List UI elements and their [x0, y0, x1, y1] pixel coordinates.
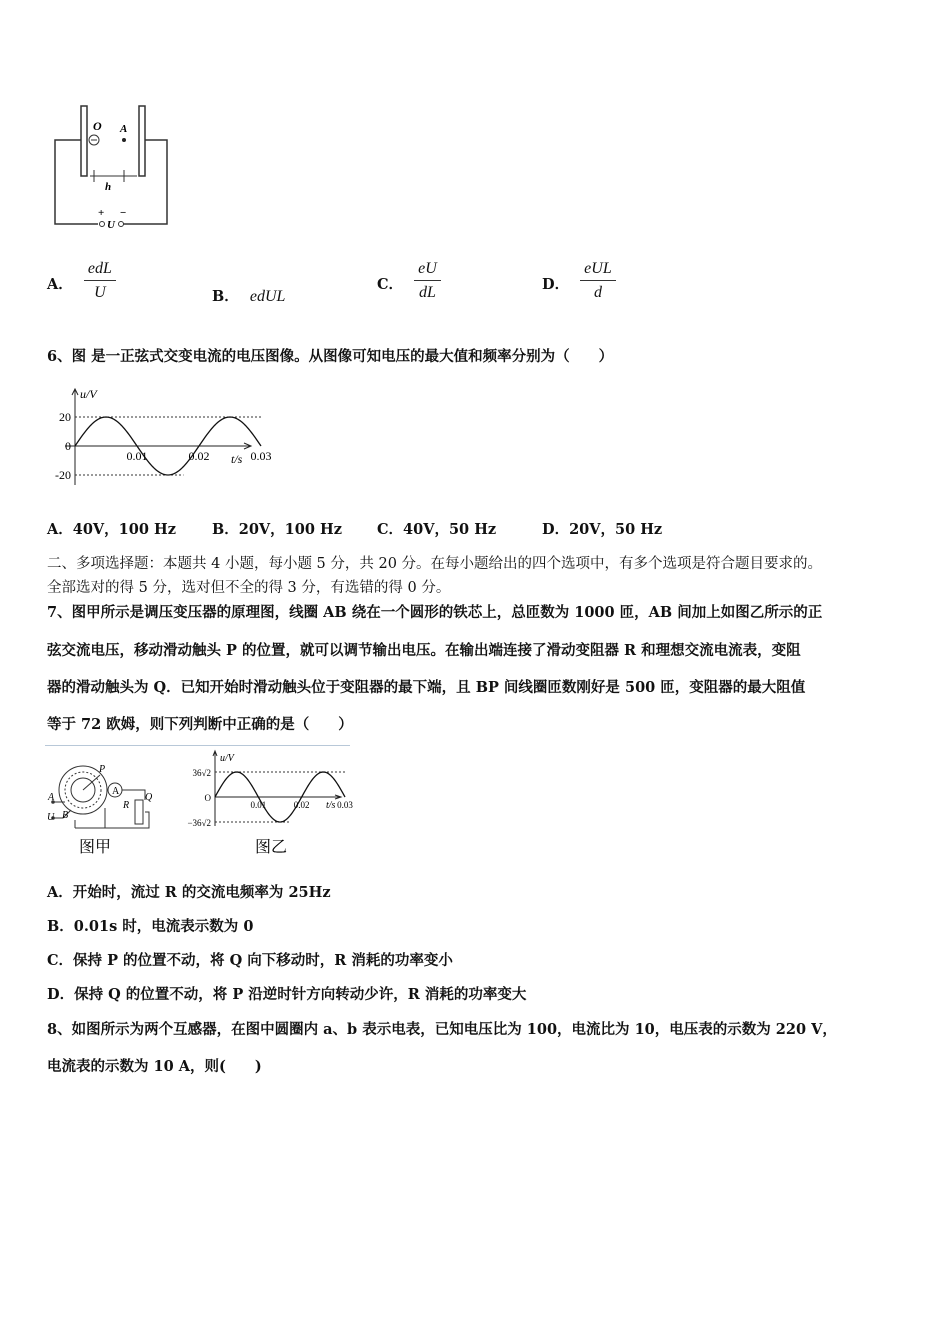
x-tick-label: 0.02 — [293, 800, 310, 810]
y-tick-label: 0 — [65, 439, 71, 453]
fraction-numerator: edL — [84, 260, 116, 281]
ammeter-label: A — [112, 786, 120, 797]
q7-option-d[interactable]: D．保持 Q 的位置不动，将 P 沿逆时针方向转动少许，R 消耗的功率变大 — [47, 986, 527, 1003]
y-tick-label: 36√2 — [192, 768, 211, 778]
fraction-denominator: U — [94, 284, 106, 301]
q6-option-b[interactable]: B．20V，100 Hz — [212, 521, 342, 538]
caption-yi: 图乙 — [255, 839, 288, 856]
label-b: B — [62, 810, 69, 821]
x-tick-label: 0.01 — [126, 449, 148, 463]
x-axis-label: t/s — [231, 452, 243, 466]
q6-option-a[interactable]: A．40V，100 Hz — [47, 521, 176, 538]
caption-jia: 图甲 — [79, 839, 112, 856]
section2-line1: 二、多项选择题：本题共 4 小题，每小题 5 分，共 20 分。在每小题给出的四个选项中，有多个选项是符合题目要求的。 — [47, 556, 823, 572]
q5-option-a[interactable] — [47, 260, 116, 302]
label-u: U — [107, 219, 115, 231]
q7-option-c[interactable]: C．保持 P 的位置不动，将 Q 向下移动时，R 消耗的功率变小 — [47, 952, 453, 969]
x-tick-label: 0.03 — [337, 800, 353, 810]
q7-line2: 弦交流电压，移动滑动触头 P 的位置，就可以调节输出电压。在输出端连接了滑动变阻器 R 和理想交流电流表，变阻 — [47, 642, 801, 659]
q5-option-c[interactable] — [377, 260, 441, 302]
y-axis-label: u/V — [80, 387, 97, 401]
label-a: A — [120, 123, 128, 135]
capacitor-figure — [45, 100, 180, 235]
q7-line3: 器的滑动触头为 Q．已知开始时滑动触头位于变阻器的最下端，且 BP 间线圈匝数刚好是 500 匝，变阻器的最大阻值 — [47, 679, 806, 696]
q8-line2: 电流表的示数为 10 A，则( ) — [47, 1058, 262, 1075]
q6-option-c[interactable]: C．40V，50 Hz — [377, 521, 497, 538]
q7-option-b[interactable]: B．0.01s 时，电流表示数为 0 — [47, 918, 254, 935]
q7-line1: 7、图甲所示是调压变压器的原理图，线圈 AB 绕在一个圆形的铁芯上，总匝数为 1000 匝，AB 间加上如图乙所示的正 — [47, 604, 823, 621]
section2-line2: 全部选对的得 5 分，选对但不全的得 3 分，有选错的得 0 分。 — [47, 580, 451, 596]
fraction-denominator: d — [593, 284, 602, 301]
y-tick-label: O — [204, 793, 211, 803]
q6-option-d[interactable]: D．20V，50 Hz — [542, 521, 663, 538]
y-tick-label: −36√2 — [187, 818, 211, 828]
option-letter: B． — [212, 288, 239, 305]
x-tick-label: 0.01 — [250, 800, 267, 810]
q7-line4: 等于 72 欧姆，则下列判断中正确的是（ ） — [47, 716, 353, 733]
label-p: P — [99, 764, 106, 775]
y-tick-label: -20 — [55, 468, 71, 482]
fraction-denominator: dL — [419, 284, 436, 301]
divider — [45, 745, 350, 746]
x-tick-label: 0.02 — [188, 449, 210, 463]
q5-option-b[interactable] — [212, 285, 285, 306]
q7-fig-jia — [45, 760, 165, 860]
option-letter: C． — [377, 276, 404, 293]
label-r: R — [123, 800, 130, 811]
label-q: Q — [145, 792, 153, 803]
label-minus: − — [120, 207, 127, 219]
q8-line1: 8、如图所示为两个互感器，在图中圆圈内 a、b 表示电表，已知电压比为 100，电流比为 10，电压表的示数为 220 V， — [47, 1021, 837, 1038]
label-a: A — [48, 792, 55, 803]
label-o: O — [93, 119, 102, 133]
q7-option-a[interactable]: A．开始时，流过 R 的交流电频率为 25Hz — [47, 884, 331, 901]
option-letter: D． — [542, 276, 570, 293]
q6-question: 6、图 是一正弦式交变电流的电压图像。从图像可知电压的最大值和频率分别为（ ） — [47, 348, 614, 365]
y-tick-label: 20 — [59, 410, 71, 424]
q5-option-d[interactable] — [542, 260, 616, 302]
label-u: U — [47, 812, 55, 823]
option-expression: edUL — [249, 288, 286, 305]
x-tick-label: 0.03 — [250, 449, 272, 463]
option-letter: A． — [47, 276, 73, 293]
y-axis-label: u/V — [220, 753, 234, 764]
fraction-numerator: eU — [414, 260, 441, 281]
label-plus: + — [98, 207, 105, 219]
q6-sine-chart — [45, 385, 272, 495]
label-h: h — [105, 181, 112, 193]
x-axis-label: t/s — [326, 800, 336, 811]
q7-fig-yi — [180, 748, 353, 858]
fraction-numerator: eUL — [580, 260, 616, 281]
